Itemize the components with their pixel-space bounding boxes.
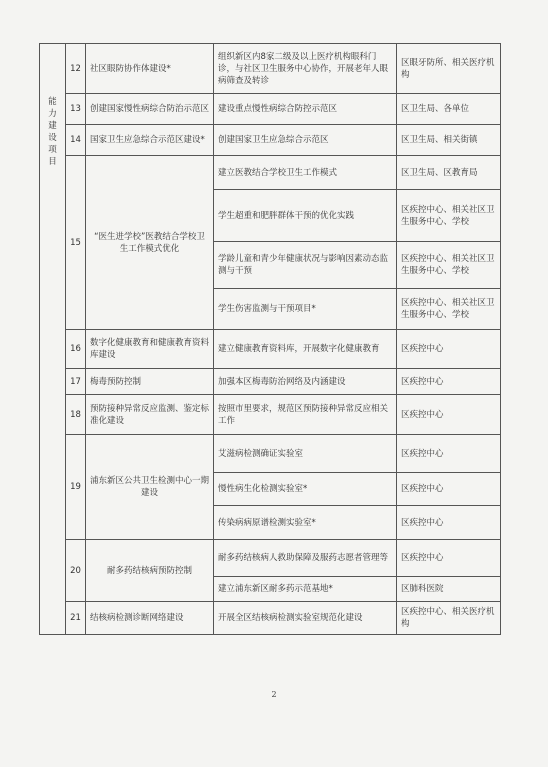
responsible-dept: 区疾控中心、相关社区卫生服务中心、学校 <box>397 242 501 289</box>
item-content: 建立健康教育资料库，开展数字化健康教育 <box>214 330 397 369</box>
responsible-dept: 区疾控中心、相关社区卫生服务中心、学校 <box>397 289 501 330</box>
table-row <box>40 369 501 395</box>
responsible-dept: 区疾控中心 <box>397 330 501 369</box>
row-number: 20 <box>66 540 86 602</box>
table-row <box>40 540 501 577</box>
item-content: 传染病病原谱检测实验室* <box>214 506 397 540</box>
row-number: 19 <box>66 435 86 540</box>
item-content: 慢性病生化检测实验室* <box>214 473 397 506</box>
row-number: 13 <box>66 94 86 125</box>
row-number: 15 <box>66 156 86 330</box>
page-number: 2 <box>271 690 277 699</box>
project-name: 耐多药结核病预防控制 <box>86 540 214 602</box>
responsible-dept: 区卫生局、各单位 <box>397 94 501 125</box>
responsible-dept: 区疾控中心 <box>397 540 501 577</box>
table-row <box>40 435 501 473</box>
project-name: 浦东新区公共卫生检测中心一期建设 <box>86 435 214 540</box>
table-row <box>40 44 501 94</box>
project-name: 梅毒预防控制 <box>86 369 214 395</box>
table-row <box>40 94 501 125</box>
responsible-dept: 区疾控中心、相关医疗机构 <box>397 602 501 635</box>
responsible-dept: 区疾控中心 <box>397 395 501 435</box>
item-content: 学生伤害监测与干预项目* <box>214 289 397 330</box>
project-name: 国家卫生应急综合示范区建设* <box>86 125 214 156</box>
row-number: 16 <box>66 330 86 369</box>
responsible-dept: 区疾控中心 <box>397 369 501 395</box>
project-name: 预防接种异常反应监测、鉴定标准化建设 <box>86 395 214 435</box>
item-content: 艾滋病检测确证实验室 <box>214 435 397 473</box>
project-name: 数字化健康教育和健康教育资料库建设 <box>86 330 214 369</box>
project-name: 社区眼防协作体建设* <box>86 44 214 94</box>
table-row <box>40 156 501 190</box>
category-label: 能力建设项目 <box>48 97 57 167</box>
item-content: 耐多药结核病人救助保障及服药志愿者管理等 <box>214 540 397 577</box>
responsible-dept: 区疾控中心 <box>397 506 501 540</box>
row-number: 14 <box>66 125 86 156</box>
item-content: 加强本区梅毒防治网络及内涵建设 <box>214 369 397 395</box>
item-content: 学生超重和肥胖群体干预的优化实践 <box>214 190 397 242</box>
responsible-dept: 区卫生局、相关街镇 <box>397 125 501 156</box>
item-content: 创建国家卫生应急综合示范区 <box>214 125 397 156</box>
row-number: 17 <box>66 369 86 395</box>
category-cell <box>40 44 66 635</box>
item-content: 建设重点慢性病综合防控示范区 <box>214 94 397 125</box>
table-row <box>40 395 501 435</box>
responsible-dept: 区疾控中心 <box>397 473 501 506</box>
responsible-dept: 区疾控中心 <box>397 435 501 473</box>
item-content: 按照市里要求，规范区预防接种异常反应相关工作 <box>214 395 397 435</box>
project-name: 创建国家慢性病综合防治示范区 <box>86 94 214 125</box>
item-content: 组织新区内8家二级及以上医疗机构眼科门诊，与社区卫生服务中心协作，开展老年人眼病筛查及转诊 <box>214 44 397 94</box>
item-content: 开展全区结核病检测实验室规范化建设 <box>214 602 397 635</box>
project-table <box>39 43 501 635</box>
row-number: 21 <box>66 602 86 635</box>
row-number: 18 <box>66 395 86 435</box>
responsible-dept: 区肺科医院 <box>397 577 501 602</box>
responsible-dept: 区眼牙防所、相关医疗机构 <box>397 44 501 94</box>
item-content: 建立医教结合学校卫生工作模式 <box>214 156 397 190</box>
table-row <box>40 602 501 635</box>
project-name: 结核病检测诊断网络建设 <box>86 602 214 635</box>
responsible-dept: 区疾控中心、相关社区卫生服务中心、学校 <box>397 190 501 242</box>
project-name: “医生进学校”医教结合学校卫生工作模式优化 <box>86 156 214 330</box>
item-content: 建立浦东新区耐多药示范基地* <box>214 577 397 602</box>
item-content: 学龄儿童和青少年健康状况与影响因素动态监测与干预 <box>214 242 397 289</box>
responsible-dept: 区卫生局、区教育局 <box>397 156 501 190</box>
row-number: 12 <box>66 44 86 94</box>
table-row <box>40 125 501 156</box>
table-row <box>40 330 501 369</box>
